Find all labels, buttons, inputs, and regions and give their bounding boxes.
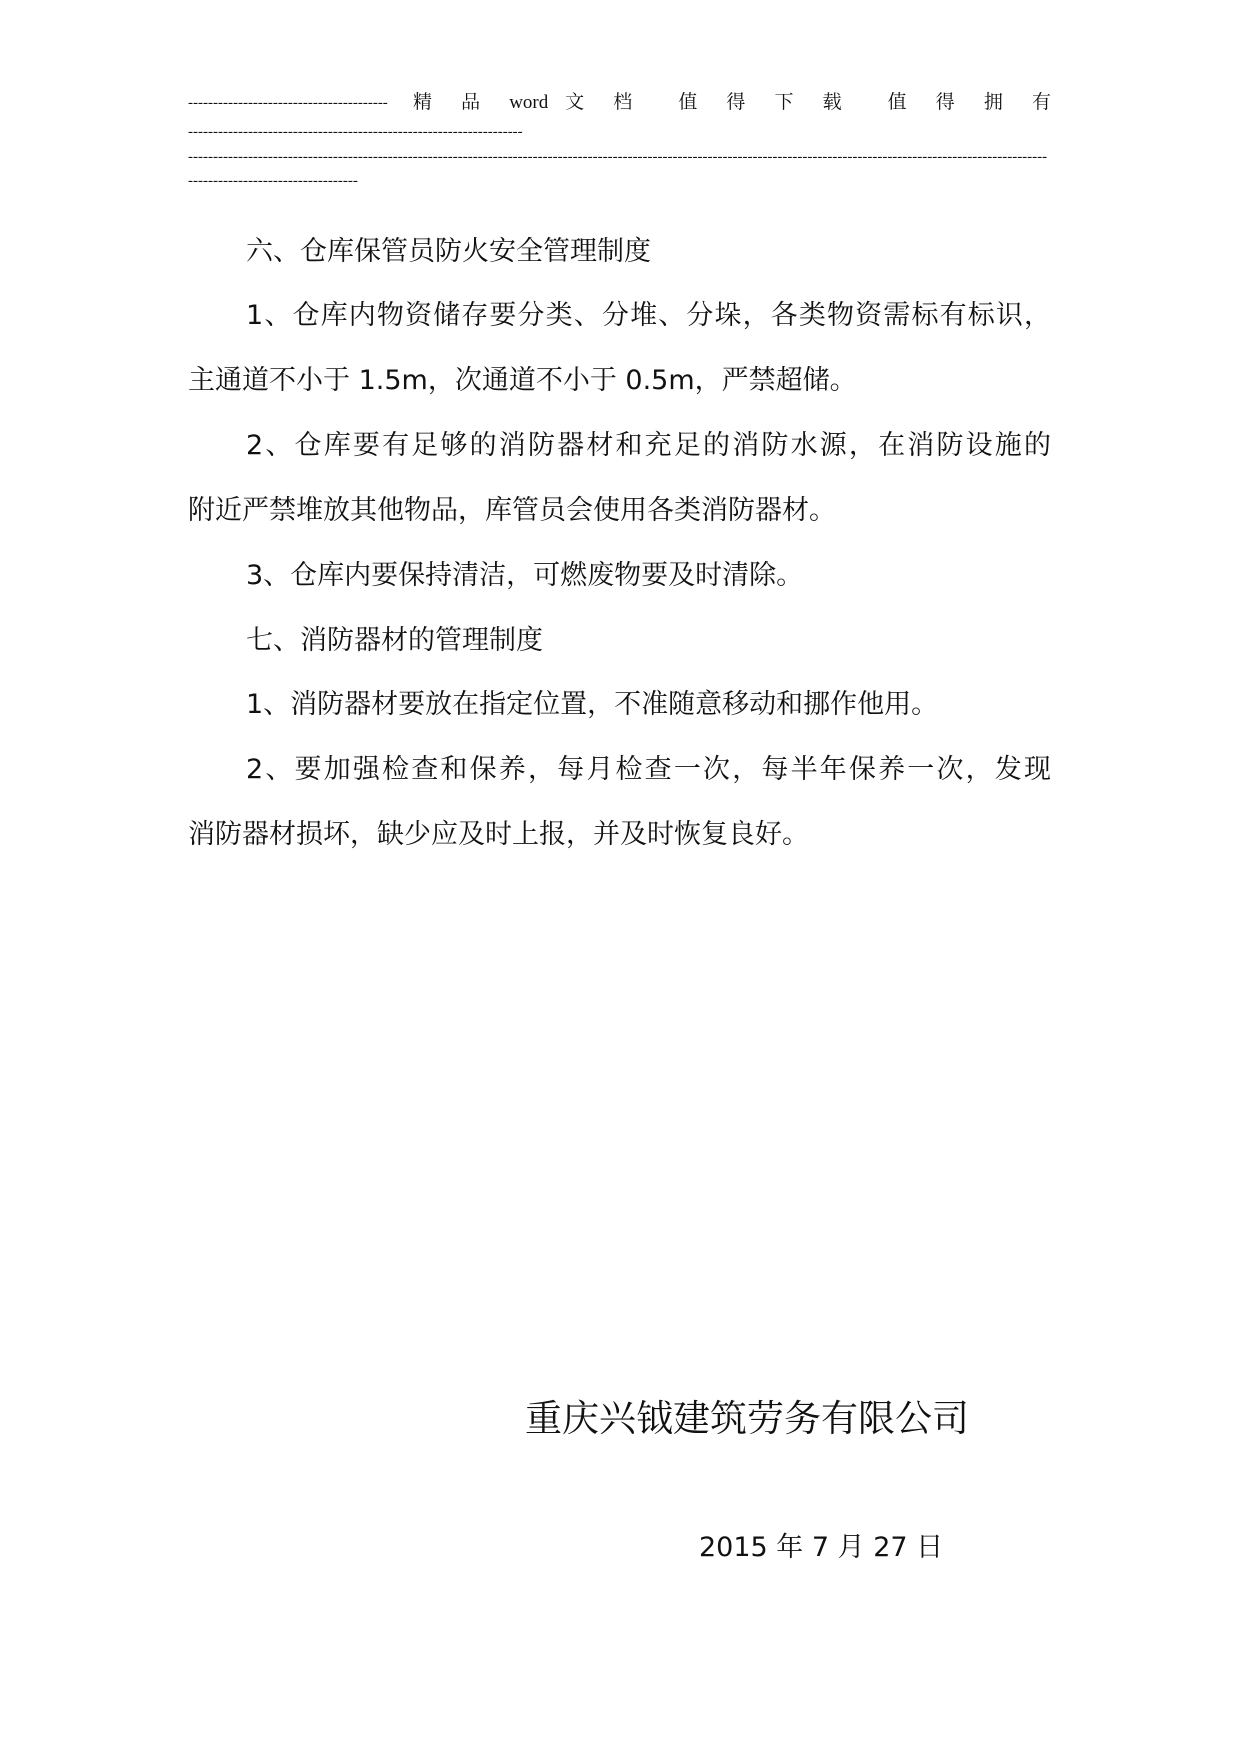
paragraph-line: 消防器材损坏，缺少应及时上报，并及时恢复良好。 — [188, 819, 809, 850]
header-dash-line-3: ---------------------------------------------------------------------------------------------------------------------------------------------------------------------------- — [188, 149, 1048, 165]
header-dash-line-4: ---------------------------------- — [188, 173, 358, 189]
company-signature: 重庆兴钺建筑劳务有限公司 — [525, 1399, 969, 1440]
header-dash-line-2: ------------------------------------------------------------------- — [188, 124, 523, 140]
header-dash-line-1: ---------------------------------------- — [188, 95, 388, 111]
paragraph-line: 附近严禁堆放其他物品，库管员会使用各类消防器材。 — [188, 495, 836, 526]
section-heading: 七、消防器材的管理制度 — [246, 625, 543, 656]
section-heading: 六、仓库保管员防火安全管理制度 — [246, 236, 651, 267]
paragraph-line: 主通道不小于 1.5m，次通道不小于 0.5m，严禁超储。 — [188, 365, 857, 396]
paragraph-line: 3、仓库内要保持清洁，可燃废物要及时清除。 — [246, 560, 804, 591]
paragraph-line: 1、仓库内物资储存要分类、分堆、分垛，各类物资需标有标识， — [246, 300, 1051, 331]
paragraph-line: 2、要加强检查和保养，每月检查一次，每半年保养一次，发现 — [246, 754, 1051, 785]
header-tagline: 精 品 word 文 档 值 得 下 载 值 得 拥 有 — [413, 92, 1051, 113]
paragraph-line: 2、仓库要有足够的消防器材和充足的消防水源，在消防设施的 — [246, 430, 1051, 461]
paragraph-line: 1、消防器材要放在指定位置，不准随意移动和挪作他用。 — [246, 689, 939, 720]
signature-date: 2015 年 7 月 27 日 — [699, 1532, 944, 1563]
